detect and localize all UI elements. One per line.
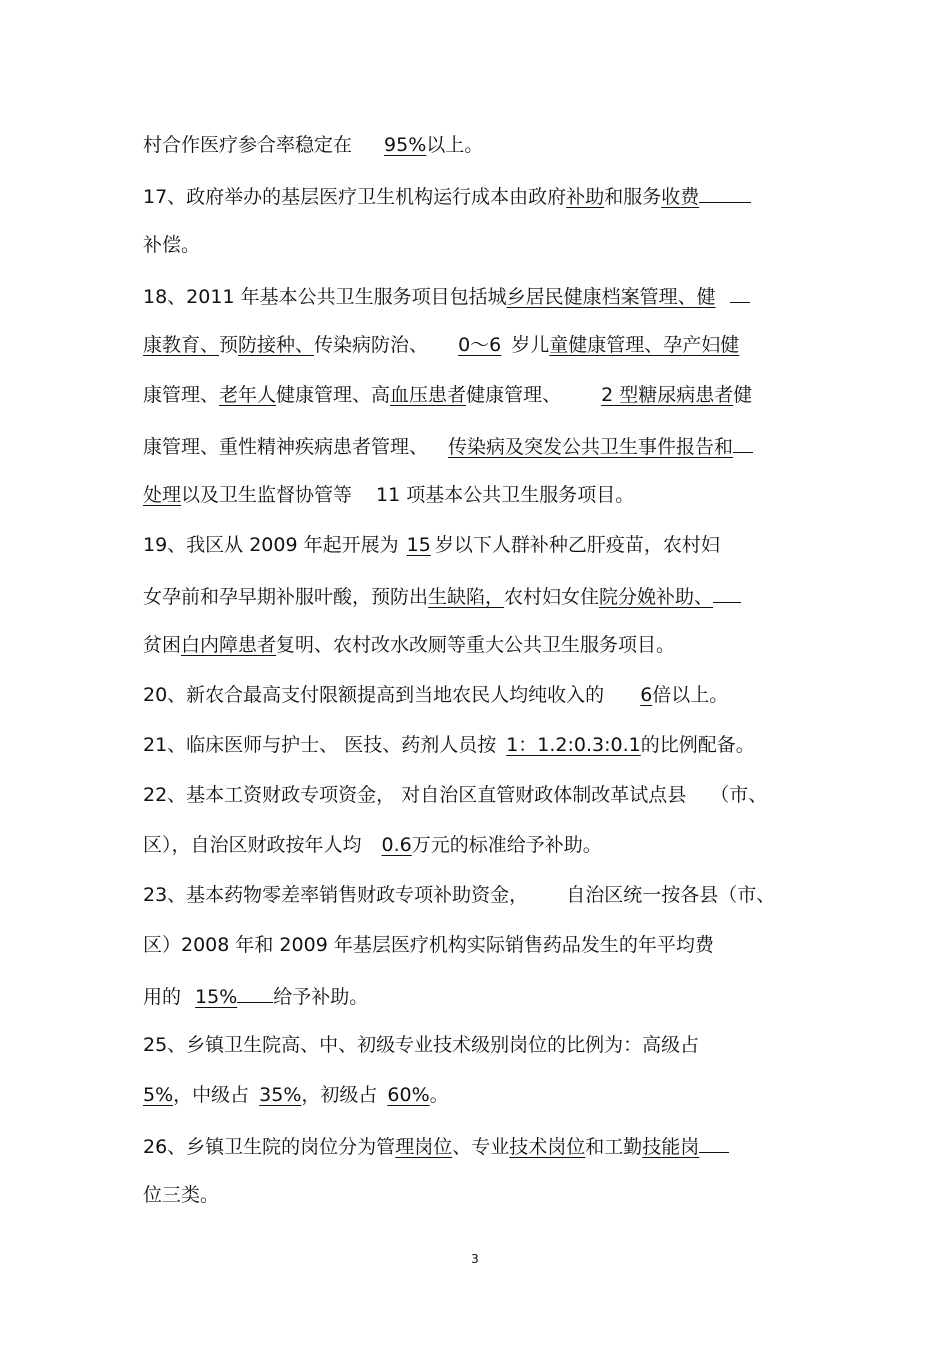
- answer-blank: 理岗位: [395, 1136, 453, 1158]
- text-span: 岁儿: [511, 334, 550, 356]
- text-span: 19、我区从 2009 年起开展为: [143, 534, 399, 556]
- answer-blank: 院分娩补助、: [599, 586, 714, 608]
- text-line: [143, 782, 767, 808]
- text-line: [143, 932, 714, 958]
- text-span: 女孕前和孕早期补服叶酸，预防出: [143, 586, 429, 608]
- text-span: 康管理、重性精神疾病患者管理、: [143, 436, 429, 458]
- text-span: 26、乡镇卫生院的岗位分为管: [143, 1136, 396, 1158]
- answer-blank: 6: [640, 684, 653, 706]
- text-span: 区）2008 年和 2009 年基层医疗机构实际销售药品发生的年平均费: [143, 934, 714, 956]
- fill-line: [699, 1132, 729, 1153]
- text-span: 以上。: [426, 134, 484, 156]
- fill-line: [237, 982, 273, 1003]
- text-line: [143, 1132, 729, 1160]
- text-span: 。: [429, 1084, 449, 1106]
- text-span: 位三类。: [143, 1184, 220, 1206]
- text-line: [143, 1082, 449, 1108]
- text-line: [143, 132, 483, 158]
- fill-line: [699, 182, 751, 203]
- text-span: 贫困: [143, 634, 182, 656]
- text-span: ，初级占: [301, 1084, 378, 1106]
- text-span: 自治区统一按各县（市、: [566, 884, 776, 906]
- text-span: 给予补助。: [273, 986, 369, 1008]
- text-line: [143, 832, 602, 858]
- answer-blank: 防接种、: [238, 334, 315, 356]
- text-span: 岁以下人群补种乙肝疫苗，农村妇: [434, 534, 720, 556]
- text-span: 21、临床医师与护士、 医技、药剂人员按: [143, 734, 497, 756]
- answer-blank: 60%: [387, 1084, 430, 1106]
- text-span: 23、基本药物零差率销售财政专项补助资金，: [143, 884, 529, 906]
- text-line: [143, 982, 368, 1010]
- answer-blank: 0.6: [381, 834, 412, 856]
- text-span: 20、新农合最高支付限额提高到当地农民人均纯收入的: [143, 684, 605, 706]
- fill-line: [713, 582, 741, 603]
- answer-blank: 0～6: [458, 334, 502, 356]
- text-line: [143, 482, 634, 508]
- answer-blank: 康教育、: [143, 334, 220, 356]
- text-line: [143, 882, 775, 908]
- text-span: 用的: [143, 986, 182, 1008]
- text-span: （市、: [710, 784, 768, 806]
- text-span: 传染病防治、: [314, 334, 429, 356]
- text-line: [143, 382, 752, 408]
- text-span: 预: [219, 334, 239, 356]
- fill-line: [733, 432, 753, 453]
- answer-blank: 15%: [195, 986, 238, 1008]
- answer-blank: 血压患者: [390, 384, 467, 406]
- answer-blank: 5%: [143, 1084, 174, 1106]
- answer-blank: 乡居民健康档案管理、健: [506, 286, 716, 308]
- answer-blank: 35%: [259, 1084, 302, 1106]
- text-span: 倍以上。: [652, 684, 729, 706]
- text-span: 、专业: [452, 1136, 510, 1158]
- text-span: 25、乡镇卫生院高、中、初级专业技术级别岗位的比例为：高级占: [143, 1034, 700, 1056]
- text-line: [143, 1032, 699, 1058]
- answer-blank: 补助: [566, 186, 605, 208]
- text-span: 健: [733, 384, 753, 406]
- text-span: 的比例配备。: [640, 734, 755, 756]
- answer-blank: 技术岗位: [509, 1136, 586, 1158]
- text-span: 以及卫生监督协管等: [181, 484, 353, 506]
- text-line: [143, 432, 753, 460]
- text-line: [143, 532, 720, 558]
- text-line: [143, 182, 751, 210]
- text-span: 和工勤: [585, 1136, 643, 1158]
- answer-blank: 产妇健: [682, 334, 740, 356]
- text-span: ，中级占: [173, 1084, 250, 1106]
- text-line: [143, 732, 755, 758]
- text-span: 万元的标准给予补助。: [411, 834, 602, 856]
- text-span: 11 项基本公共卫生服务项目。: [376, 484, 635, 506]
- text-line: [143, 632, 675, 658]
- answer-blank: 生缺陷，: [428, 586, 505, 608]
- answer-blank: 1：1.2:0.3:0.1: [506, 734, 641, 756]
- text-line: [143, 232, 200, 258]
- text-span: 和服务: [604, 186, 662, 208]
- text-line: [143, 682, 728, 708]
- answer-blank: 传染病及突发公共卫生事件报告和: [448, 436, 734, 458]
- answer-blank: 老年人: [219, 384, 277, 406]
- answer-blank: 收费: [661, 186, 700, 208]
- answer-blank: 白内障患者: [181, 634, 277, 656]
- text-span: 18、2011 年基本公共卫生服务项目包括城: [143, 286, 507, 308]
- page-number: 3: [471, 1252, 479, 1266]
- text-line: [143, 1182, 219, 1208]
- text-span: 区），自治区财政按年人均: [143, 834, 362, 856]
- answer-blank: 95%: [384, 134, 427, 156]
- answer-blank: 处理: [143, 484, 182, 506]
- text-line: [143, 582, 741, 610]
- answer-blank: 技能岗: [642, 1136, 700, 1158]
- text-span: 健康管理、高: [276, 384, 391, 406]
- fill-line: [730, 282, 750, 303]
- text-span: 农村妇女住: [504, 586, 600, 608]
- text-span: 补偿。: [143, 234, 201, 256]
- text-line: [143, 282, 750, 310]
- text-span: 康管理、: [143, 384, 220, 406]
- answer-blank: 15: [406, 534, 431, 556]
- text-span: 17、政府举办的基层医疗卫生机构运行成本由政府: [143, 186, 567, 208]
- text-line: [143, 332, 739, 358]
- answer-blank: 2 型糖尿病患者: [601, 384, 734, 406]
- text-span: 村合作医疗参合率稳定在: [143, 134, 353, 156]
- text-span: 22、基本工资财政专项资金， 对自治区直管财政体制改革试点县: [143, 784, 687, 806]
- text-span: 复明、农村改水改厕等重大公共卫生服务项目。: [276, 634, 676, 656]
- answer-blank: 童健康管理、孕: [549, 334, 683, 356]
- text-span: 健康管理、: [466, 384, 562, 406]
